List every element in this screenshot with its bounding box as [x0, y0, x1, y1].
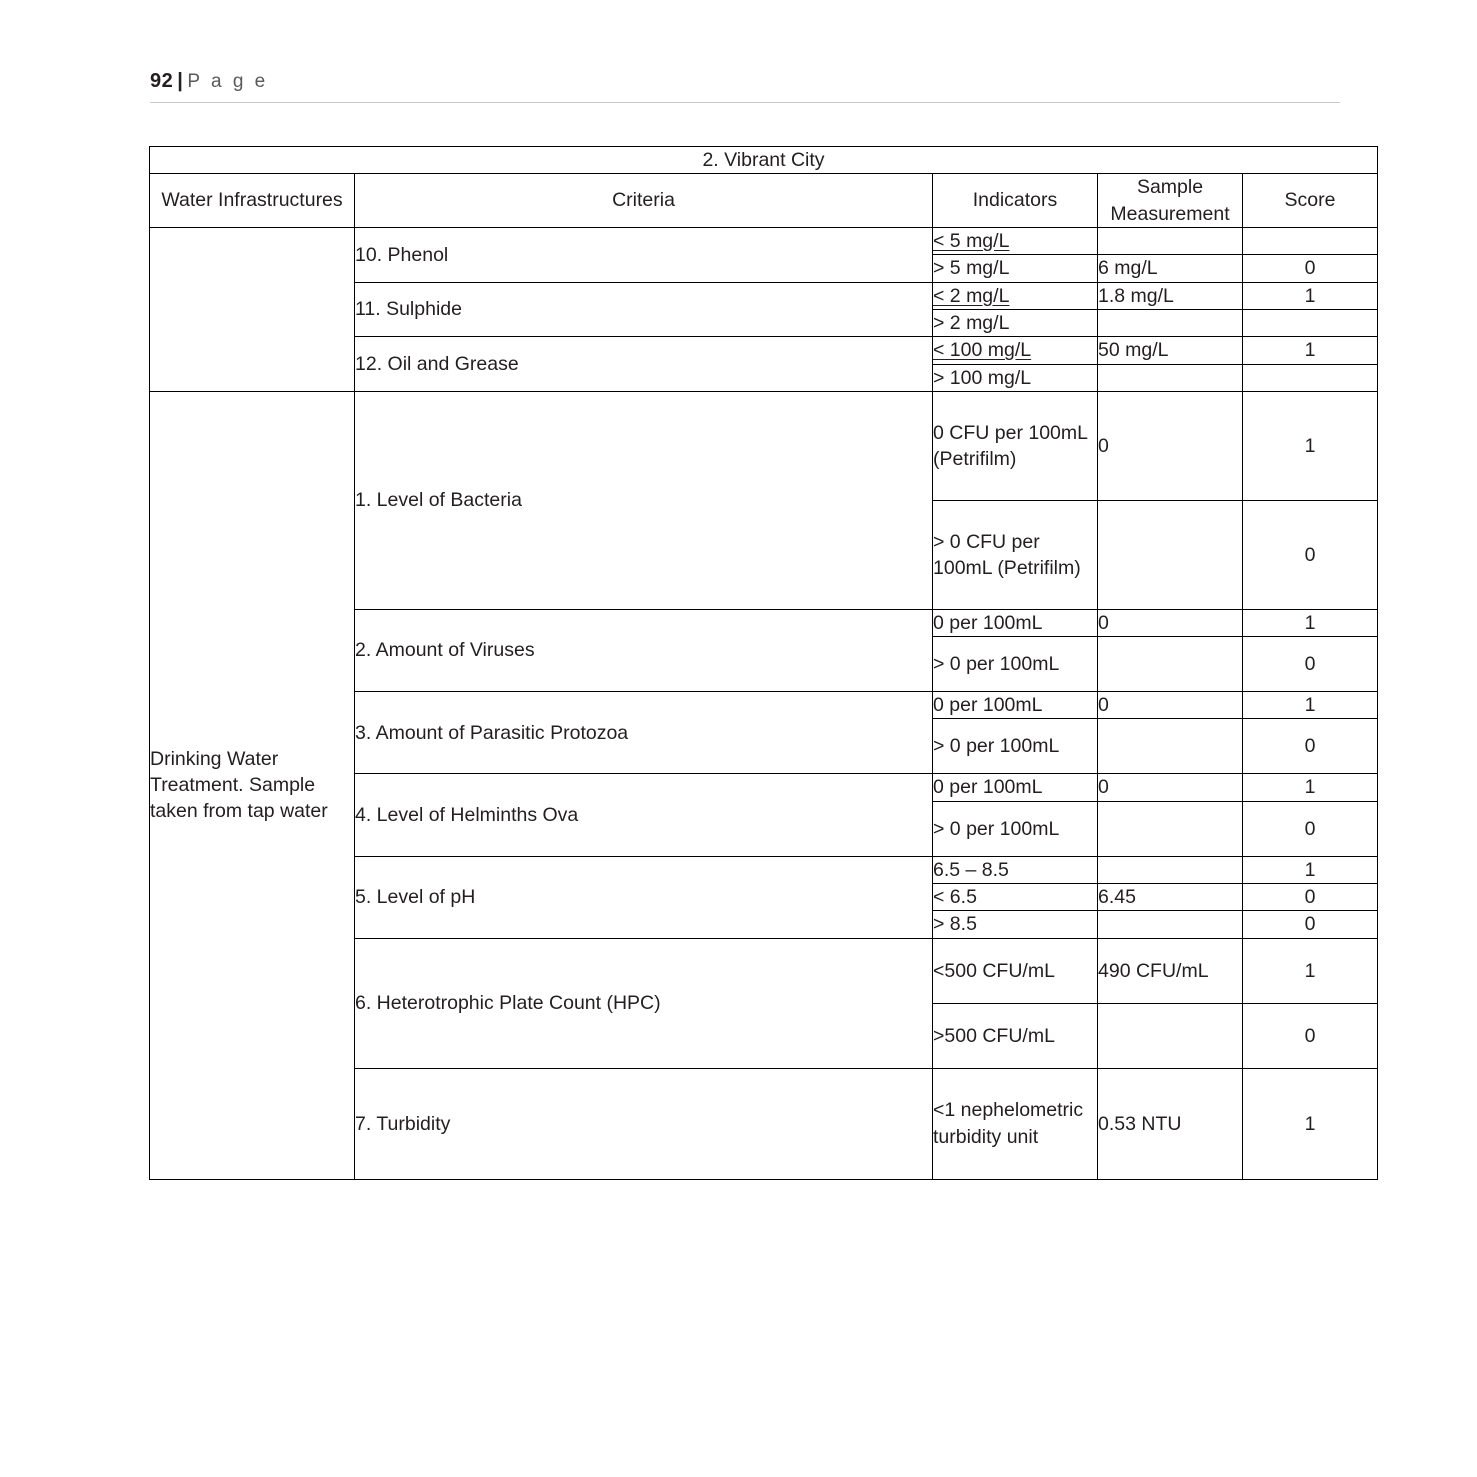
indicator-cell: > 0 per 100mL	[933, 719, 1098, 774]
score-cell: 0	[1243, 500, 1378, 609]
measurement-cell	[1098, 637, 1243, 692]
criteria-cell: 1. Level of Bacteria	[355, 391, 933, 609]
score-cell: 1	[1243, 692, 1378, 719]
page-header-label: P a g e	[187, 71, 269, 92]
criteria-cell: 11. Sulphide	[355, 282, 933, 337]
score-cell: 0	[1243, 911, 1378, 938]
criteria-cell: 4. Level of Helminths Ova	[355, 774, 933, 856]
score-cell: 1	[1243, 391, 1378, 500]
indicator-cell: 0 per 100mL	[933, 692, 1098, 719]
score-cell: 1	[1243, 337, 1378, 364]
criteria-cell: 3. Amount of Parasitic Protozoa	[355, 692, 933, 774]
page-header-separator: |	[177, 70, 184, 92]
measurement-cell	[1098, 719, 1243, 774]
table-row	[150, 391, 1378, 500]
measurement-cell: 0.53 NTU	[1098, 1068, 1243, 1179]
indicator-cell	[933, 282, 1098, 309]
score-cell: 1	[1243, 856, 1378, 883]
criteria-cell: 7. Turbidity	[355, 1068, 933, 1179]
measurement-cell	[1098, 801, 1243, 856]
indicator-text: < 100 mg/L	[933, 339, 1032, 362]
indicator-text: < 5 mg/L	[933, 229, 1010, 252]
infrastructure-cell-1	[150, 227, 355, 391]
measurement-cell	[1098, 364, 1243, 391]
indicator-text: < 2 mg/L	[933, 284, 1010, 307]
score-cell: 0	[1243, 255, 1378, 282]
indicator-cell: 0 per 100mL	[933, 774, 1098, 801]
indicator-cell: > 8.5	[933, 911, 1098, 938]
measurement-cell: 0	[1098, 609, 1243, 636]
score-cell	[1243, 309, 1378, 336]
score-cell: 1	[1243, 938, 1378, 1003]
measurement-cell: 6 mg/L	[1098, 255, 1243, 282]
criteria-cell: 2. Amount of Viruses	[355, 609, 933, 691]
header-measurement: Sample Measurement	[1098, 174, 1243, 228]
header-indicators: Indicators	[933, 174, 1098, 228]
water-quality-table	[149, 146, 1378, 1180]
measurement-cell: 0	[1098, 692, 1243, 719]
measurement-cell	[1098, 856, 1243, 883]
measurement-cell	[1098, 309, 1243, 336]
indicator-cell: > 5 mg/L	[933, 255, 1098, 282]
table-title: 2. Vibrant City	[150, 147, 1378, 174]
indicator-cell: > 2 mg/L	[933, 309, 1098, 336]
indicator-cell: < 6.5	[933, 884, 1098, 911]
table-row	[150, 227, 1378, 254]
page-header	[150, 70, 1340, 103]
score-cell	[1243, 364, 1378, 391]
score-cell: 1	[1243, 282, 1378, 309]
indicator-cell	[933, 337, 1098, 364]
indicator-cell: > 0 per 100mL	[933, 801, 1098, 856]
page-number: 92	[150, 70, 174, 92]
criteria-cell: 5. Level of pH	[355, 856, 933, 938]
score-cell: 0	[1243, 1003, 1378, 1068]
score-cell: 0	[1243, 801, 1378, 856]
indicator-cell: > 100 mg/L	[933, 364, 1098, 391]
header-criteria: Criteria	[355, 174, 933, 228]
measurement-cell: 490 CFU/mL	[1098, 938, 1243, 1003]
measurement-cell: 1.8 mg/L	[1098, 282, 1243, 309]
score-cell	[1243, 227, 1378, 254]
measurement-cell	[1098, 1003, 1243, 1068]
indicator-cell: 6.5 – 8.5	[933, 856, 1098, 883]
measurement-cell	[1098, 227, 1243, 254]
table-header-row	[150, 174, 1378, 228]
score-cell: 0	[1243, 884, 1378, 911]
infrastructure-cell-2: Drinking Water Treatment. Sample taken from tap water	[150, 391, 355, 1179]
measurement-cell: 50 mg/L	[1098, 337, 1243, 364]
score-cell: 1	[1243, 609, 1378, 636]
measurement-cell: 0	[1098, 774, 1243, 801]
table-title-row	[150, 147, 1378, 174]
indicator-cell	[933, 227, 1098, 254]
measurement-cell	[1098, 500, 1243, 609]
indicator-cell: 0 CFU per 100mL (Petrifilm)	[933, 391, 1098, 500]
indicator-cell: <500 CFU/mL	[933, 938, 1098, 1003]
header-infrastructures: Water Infrastructures	[150, 174, 355, 228]
score-cell: 0	[1243, 637, 1378, 692]
indicator-cell: >500 CFU/mL	[933, 1003, 1098, 1068]
score-cell: 1	[1243, 1068, 1378, 1179]
criteria-cell: 6. Heterotrophic Plate Count (HPC)	[355, 938, 933, 1068]
indicator-cell: > 0 CFU per 100mL (Petrifilm)	[933, 500, 1098, 609]
indicator-cell: 0 per 100mL	[933, 609, 1098, 636]
measurement-cell: 6.45	[1098, 884, 1243, 911]
criteria-cell: 10. Phenol	[355, 227, 933, 282]
indicator-cell: <1 nephelometric turbidity unit	[933, 1068, 1098, 1179]
score-cell: 1	[1243, 774, 1378, 801]
score-cell: 0	[1243, 719, 1378, 774]
measurement-cell	[1098, 911, 1243, 938]
indicator-cell: > 0 per 100mL	[933, 637, 1098, 692]
criteria-cell: 12. Oil and Grease	[355, 337, 933, 392]
header-score: Score	[1243, 174, 1378, 228]
measurement-cell: 0	[1098, 391, 1243, 500]
